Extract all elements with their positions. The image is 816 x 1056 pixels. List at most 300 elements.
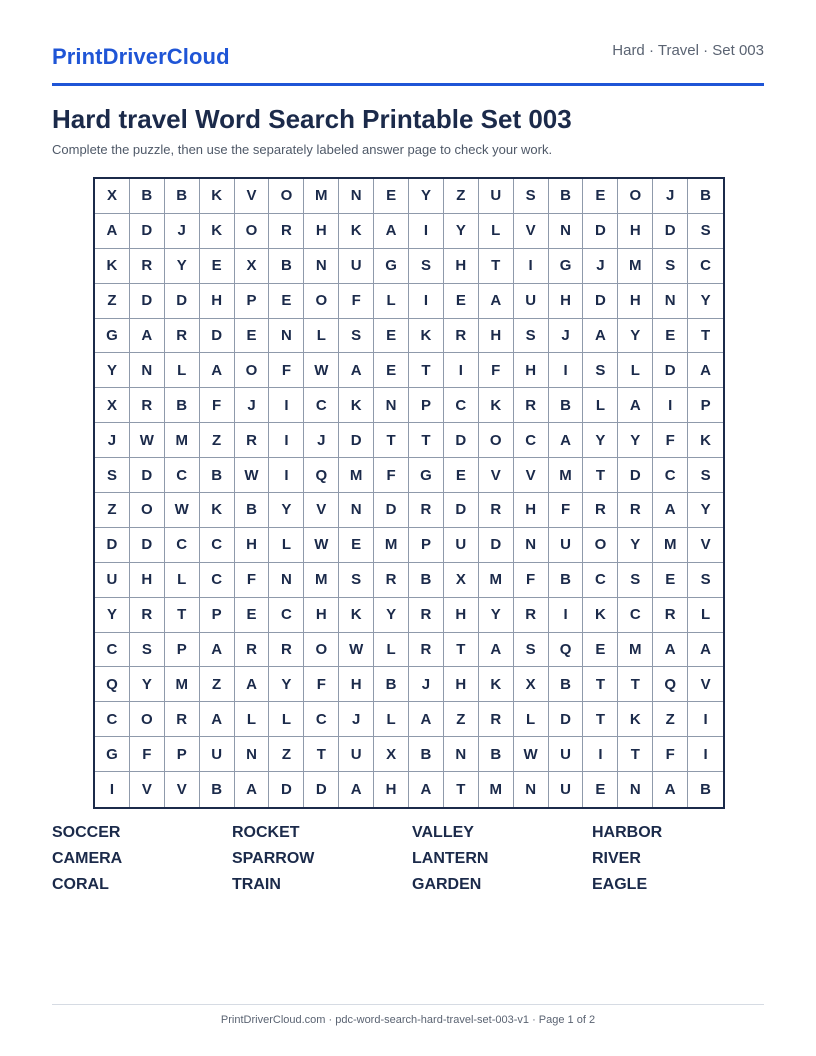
grid-cell: L [514,702,549,737]
word-list-item: SPARROW [232,850,315,867]
page-footer: PrintDriverCloud.com · pdc-word-search-hard-travel-set-003-v1 · Page 1 of 2 [220,1014,596,1026]
grid-cell: I [549,353,584,388]
grid-cell: O [618,179,653,214]
grid-cell: H [514,493,549,528]
grid-cell: C [165,528,200,563]
grid-cell: I [514,249,549,284]
grid-cell: C [200,563,235,598]
grid-cell: A [200,633,235,668]
grid-cell: A [235,667,270,702]
grid-cell: Y [95,353,130,388]
grid-cell: B [549,667,584,702]
grid-cell: R [130,598,165,633]
grid-cell: D [130,458,165,493]
grid-cell: L [269,702,304,737]
grid-cell: Z [444,702,479,737]
grid-cell: J [409,667,444,702]
word-list-item: HARBOR [592,824,663,841]
grid-cell: L [304,319,339,354]
word-list-item: LANTERN [412,850,489,867]
grid-cell: U [339,737,374,772]
grid-cell: S [618,563,653,598]
grid-cell: L [688,598,723,633]
grid-cell: H [200,284,235,319]
grid-cell: I [409,284,444,319]
grid-cell: R [269,633,304,668]
grid-cell: S [688,563,723,598]
grid-cell: A [653,633,688,668]
grid-cell: B [409,737,444,772]
grid-cell: E [269,284,304,319]
grid-cell: D [130,214,165,249]
grid-cell: C [444,388,479,423]
brand-logo: PrintDriverCloud [52,44,230,69]
grid-cell: E [374,319,409,354]
grid-cell: N [339,493,374,528]
grid-cell: L [374,284,409,319]
grid-cell: Z [200,667,235,702]
grid-cell: Z [653,702,688,737]
grid-cell: N [339,179,374,214]
grid-cell: N [269,319,304,354]
grid-cell: B [165,179,200,214]
grid-cell: C [688,249,723,284]
grid-cell: R [409,598,444,633]
grid-cell: P [165,633,200,668]
grid-cell: A [479,633,514,668]
grid-cell: X [235,249,270,284]
grid-cell: U [95,563,130,598]
grid-cell: K [688,423,723,458]
word-list-item: VALLEY [412,824,474,841]
word-list-item: CORAL [52,876,109,893]
grid-cell: J [549,319,584,354]
grid-cell: L [374,633,409,668]
grid-cell: T [409,423,444,458]
grid-cell: O [304,633,339,668]
grid-cell: B [688,179,723,214]
grid-cell: K [618,702,653,737]
grid-cell: M [165,423,200,458]
grid-cell: W [304,353,339,388]
grid-cell: B [269,249,304,284]
grid-cell: F [339,284,374,319]
grid-cell: T [409,353,444,388]
grid-cell: R [235,423,270,458]
grid-cell: I [409,214,444,249]
grid-cell: E [444,284,479,319]
grid-cell: B [549,563,584,598]
grid-cell: L [165,563,200,598]
grid-cell: E [583,772,618,807]
grid-cell: U [479,179,514,214]
grid-cell: T [583,458,618,493]
grid-cell: D [200,319,235,354]
grid-cell: A [200,702,235,737]
grid-cell: C [95,702,130,737]
grid-cell: J [653,179,688,214]
grid-cell: B [549,388,584,423]
grid-cell: S [130,633,165,668]
grid-cell: S [339,563,374,598]
grid-cell: D [583,284,618,319]
grid-cell: X [374,737,409,772]
grid-cell: I [688,702,723,737]
grid-cell: N [618,772,653,807]
grid-cell: U [549,772,584,807]
grid-cell: A [409,702,444,737]
grid-cell: E [444,458,479,493]
grid-cell: H [479,319,514,354]
grid-cell: M [339,458,374,493]
grid-cell: O [269,179,304,214]
grid-cell: N [444,737,479,772]
grid-cell: G [374,249,409,284]
grid-cell: B [700,781,711,799]
header-divider [52,83,764,86]
grid-cell: P [409,528,444,563]
grid-cell: H [235,528,270,563]
grid-cell: S [653,249,688,284]
grid-cell: M [479,772,514,807]
grid-cell: E [583,633,618,668]
grid-cell: T [304,737,339,772]
grid-cell: S [409,249,444,284]
word-list-item: RIVER [592,850,641,867]
grid-cell: D [444,493,479,528]
grid-cell: S [688,214,723,249]
grid-cell: K [200,214,235,249]
grid-cell: C [583,563,618,598]
grid-cell: T [618,737,653,772]
grid-cell: T [688,319,723,354]
grid-cell: R [583,493,618,528]
grid-cell: B [200,458,235,493]
grid-cell: Q [95,667,130,702]
grid-cell: A [130,319,165,354]
grid-cell: A [409,772,444,807]
grid-cell: M [304,563,339,598]
grid-cell: U [549,737,584,772]
grid-cell: Y [479,598,514,633]
grid-cell: I [653,388,688,423]
grid-cell: G [95,737,130,772]
grid-cell: O [304,284,339,319]
grid-cell: L [374,702,409,737]
grid-cell: H [444,667,479,702]
grid-cell: F [304,667,339,702]
grid-cell: A [235,772,270,807]
grid-cell: E [235,319,270,354]
grid-cell: J [339,702,374,737]
grid-cell: R [653,598,688,633]
grid-cell: T [165,598,200,633]
grid-cell: M [618,249,653,284]
grid-cell: K [479,667,514,702]
word-list-item: CAMERA [52,850,123,867]
grid-cell: H [514,353,549,388]
grid-cell: A [688,353,723,388]
grid-cell: M [374,528,409,563]
grid-cell: P [235,284,270,319]
grid-cell: I [269,458,304,493]
grid-cell: K [339,598,374,633]
grid-cell: W [304,528,339,563]
grid-cell: Y [688,284,723,319]
grid-cell: I [444,353,479,388]
grid-cell: L [269,528,304,563]
grid-cell: Y [688,493,723,528]
grid-cell: R [479,493,514,528]
grid-cell: A [95,214,130,249]
grid-cell: V [130,772,165,807]
grid-cell: H [339,667,374,702]
grid-cell: V [514,214,549,249]
word-list-item: SOCCER [52,824,121,841]
grid-cell: H [304,598,339,633]
grid-cell: M [549,458,584,493]
grid-cell: P [200,598,235,633]
grid-cell: N [653,284,688,319]
grid-cell: I [95,772,130,807]
grid-cell: Z [95,493,130,528]
grid-cell: V [514,458,549,493]
grid-cell: B [479,737,514,772]
grid-cell: T [374,423,409,458]
grid-cell: U [514,284,549,319]
grid-cell: T [444,633,479,668]
grid-cell: D [653,353,688,388]
grid-cell: A [653,772,688,807]
grid-cell: F [374,458,409,493]
grid-cell: N [374,388,409,423]
grid-cell: L [235,702,270,737]
grid-cell: A [374,214,409,249]
grid-cell: R [409,493,444,528]
grid-cell: I [549,598,584,633]
page-subtitle: Complete the puzzle, then use the separately labeled answer page to check your work. [52,142,553,157]
grid-cell: K [200,179,235,214]
grid-cell: A [688,633,723,668]
grid-cell: E [374,353,409,388]
grid-cell: E [374,179,409,214]
grid-cell: A [653,493,688,528]
page-title: Hard travel Word Search Printable Set 003 [52,104,572,134]
grid-cell: B [235,493,270,528]
grid-cell: J [583,249,618,284]
word-list-item: GARDEN [412,876,482,893]
grid-cell: N [269,563,304,598]
grid-cell: F [269,353,304,388]
set-meta: Hard · Travel · Set 003 [612,42,764,59]
grid-cell: C [514,423,549,458]
grid-cell: B [409,563,444,598]
grid-cell: J [95,423,130,458]
grid-cell: S [688,458,723,493]
grid-cell: U [200,737,235,772]
grid-cell: D [130,528,165,563]
grid-cell: F [479,353,514,388]
grid-cell: B [549,179,584,214]
grid-cell: X [95,179,130,214]
grid-cell: T [618,667,653,702]
grid-cell: S [514,633,549,668]
grid-cell: L [618,353,653,388]
grid-cell: Q [653,667,688,702]
grid-cell: D [444,423,479,458]
grid-cell: M [618,633,653,668]
grid-cell: I [688,737,723,772]
grid-cell: O [130,702,165,737]
grid-cell: O [479,423,514,458]
grid-cell: S [583,353,618,388]
grid-cell: H [444,598,479,633]
grid-cell: Y [269,493,304,528]
grid-cell: H [374,772,409,807]
grid-cell: S [339,319,374,354]
grid-cell: C [653,458,688,493]
grid-cell: W [514,737,549,772]
grid-cell: R [374,563,409,598]
word-list-item: TRAIN [232,876,281,893]
grid-cell: R [130,249,165,284]
grid-cell: K [339,388,374,423]
grid-cell: N [304,249,339,284]
grid-cell: O [235,214,270,249]
grid-cell: R [479,702,514,737]
grid-cell: Y [374,598,409,633]
grid-cell: Q [304,458,339,493]
grid-cell: I [269,388,304,423]
grid-cell: H [618,284,653,319]
grid-cell: V [235,179,270,214]
grid-cell: Q [549,633,584,668]
grid-cell: U [549,528,584,563]
grid-cell: F [235,563,270,598]
grid-cell: R [165,702,200,737]
grid-cell: M [304,179,339,214]
grid-cell: T [583,702,618,737]
word-list-item: EAGLE [592,876,648,893]
grid-cell: D [95,528,130,563]
grid-cell: R [514,388,549,423]
grid-cell: Y [130,667,165,702]
grid-cell: A [200,353,235,388]
grid-cell: E [235,598,270,633]
footer-divider [52,1004,764,1005]
grid-cell: B [130,179,165,214]
grid-cell: D [583,214,618,249]
grid-cell: B [200,772,235,807]
grid-cell: D [549,702,584,737]
grid-cell: G [409,458,444,493]
grid-cell: C [304,388,339,423]
grid-cell: Y [618,423,653,458]
grid-cell: R [269,214,304,249]
grid-cell: K [409,319,444,354]
grid-cell: S [95,458,130,493]
grid-cell: R [618,493,653,528]
grid-cell: N [514,772,549,807]
grid-cell: D [653,214,688,249]
grid-cell: R [235,633,270,668]
grid-cell: F [549,493,584,528]
word-list-item: ROCKET [232,824,300,841]
grid-cell: F [130,737,165,772]
grid-cell: X [444,563,479,598]
grid-cell: H [304,214,339,249]
grid-cell: E [653,319,688,354]
grid-cell: J [235,388,270,423]
grid-cell: S [514,319,549,354]
grid-cell: R [409,633,444,668]
grid-cell: V [304,493,339,528]
grid-cell: H [444,249,479,284]
grid-cell: C [165,458,200,493]
grid-cell: N [130,353,165,388]
grid-cell: D [479,528,514,563]
grid-cell: T [479,249,514,284]
grid-cell: A [583,319,618,354]
grid-cell: V [688,667,723,702]
grid-cell: Y [444,214,479,249]
word-list [52,824,764,894]
grid-cell: C [304,702,339,737]
grid-cell: S [514,179,549,214]
grid-cell: Z [95,284,130,319]
grid-cell: P [165,737,200,772]
grid-cell: W [339,633,374,668]
grid-cell: N [235,737,270,772]
grid-cell: F [514,563,549,598]
grid-cell: R [165,319,200,354]
grid-cell: E [339,528,374,563]
grid-cell: Y [618,319,653,354]
grid-cell: Y [269,667,304,702]
grid-cell: V [479,458,514,493]
grid-cell: D [304,772,339,807]
grid-cell: I [583,737,618,772]
grid-cell: A [549,423,584,458]
grid-cell: D [269,772,304,807]
grid-cell: W [130,423,165,458]
grid-cell: V [165,772,200,807]
grid-cell: H [618,214,653,249]
grid-cell: W [165,493,200,528]
grid-cell: A [618,388,653,423]
grid-cell: L [479,214,514,249]
grid-cell: V [688,528,723,563]
grid-cell: F [653,423,688,458]
grid-cell: O [130,493,165,528]
grid-cell: Z [200,423,235,458]
grid-cell: H [549,284,584,319]
grid-cell: U [444,528,479,563]
grid-cell: N [514,528,549,563]
grid-cell: T [444,772,479,807]
grid-cell: K [339,214,374,249]
grid-cell: M [479,563,514,598]
grid-cell: Z [269,737,304,772]
grid-cell: O [583,528,618,563]
grid-cell: F [200,388,235,423]
grid-cell: E [583,179,618,214]
grid-cell: C [200,528,235,563]
grid-cell: I [269,423,304,458]
grid-cell: D [165,284,200,319]
grid-cell: A [339,772,374,807]
grid-cell: R [514,598,549,633]
